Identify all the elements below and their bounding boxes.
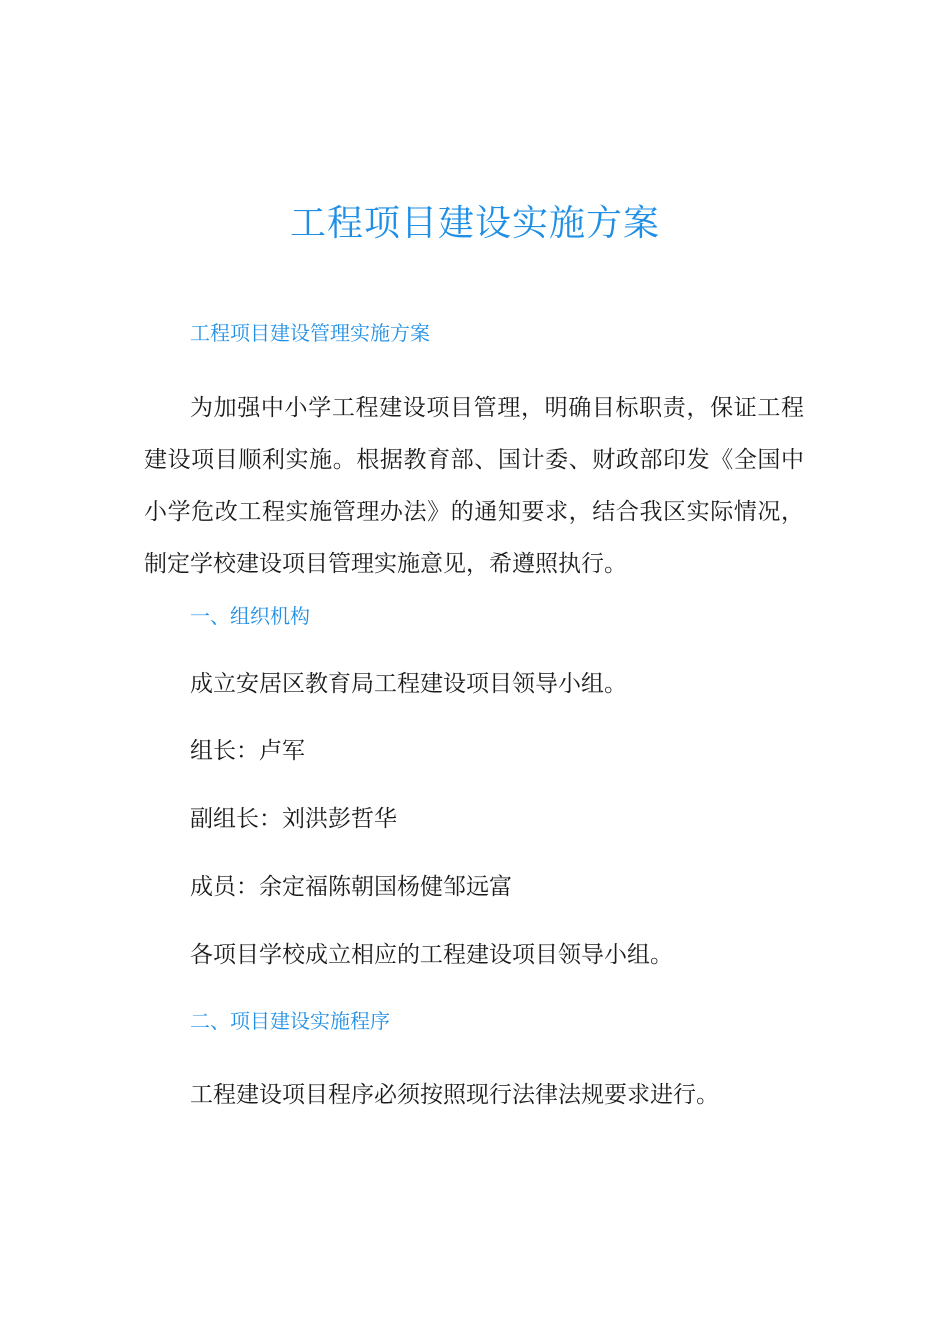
section-heading-procedure: 二、项目建设实施程序: [190, 1009, 390, 1033]
paragraph-procedure: 工程建设项目程序必须按照现行法律法规要求进行。: [190, 1082, 719, 1108]
paragraph-leading-group: 成立安居区教育局工程建设项目领导小组。: [190, 671, 627, 697]
document-title: 工程项目建设实施方案: [289, 203, 660, 244]
intro-paragraph: 为加强中小学工程建设项目管理，明确目标职责，保证工程建设项目顺利实施。根据教育部、国计委、财政部印发《全国中小学危改工程实施管理办法》的通知要求，结合我区实际情况，制定学校建设项目管理实施意见，希遵照执行。: [144, 395, 804, 577]
section-heading-organization: 一、组织机构: [190, 604, 310, 628]
paragraph-members: 成员：余定福陈朝国杨健邹远富: [190, 874, 512, 900]
paragraph-deputy-leader: 副组长：刘洪彭哲华: [190, 806, 397, 832]
paragraph-group-leader: 组长：卢军: [190, 738, 305, 764]
document-subtitle: 工程项目建设管理实施方案: [190, 321, 430, 345]
paragraph-school-groups: 各项目学校成立相应的工程建设项目领导小组。: [190, 942, 673, 968]
